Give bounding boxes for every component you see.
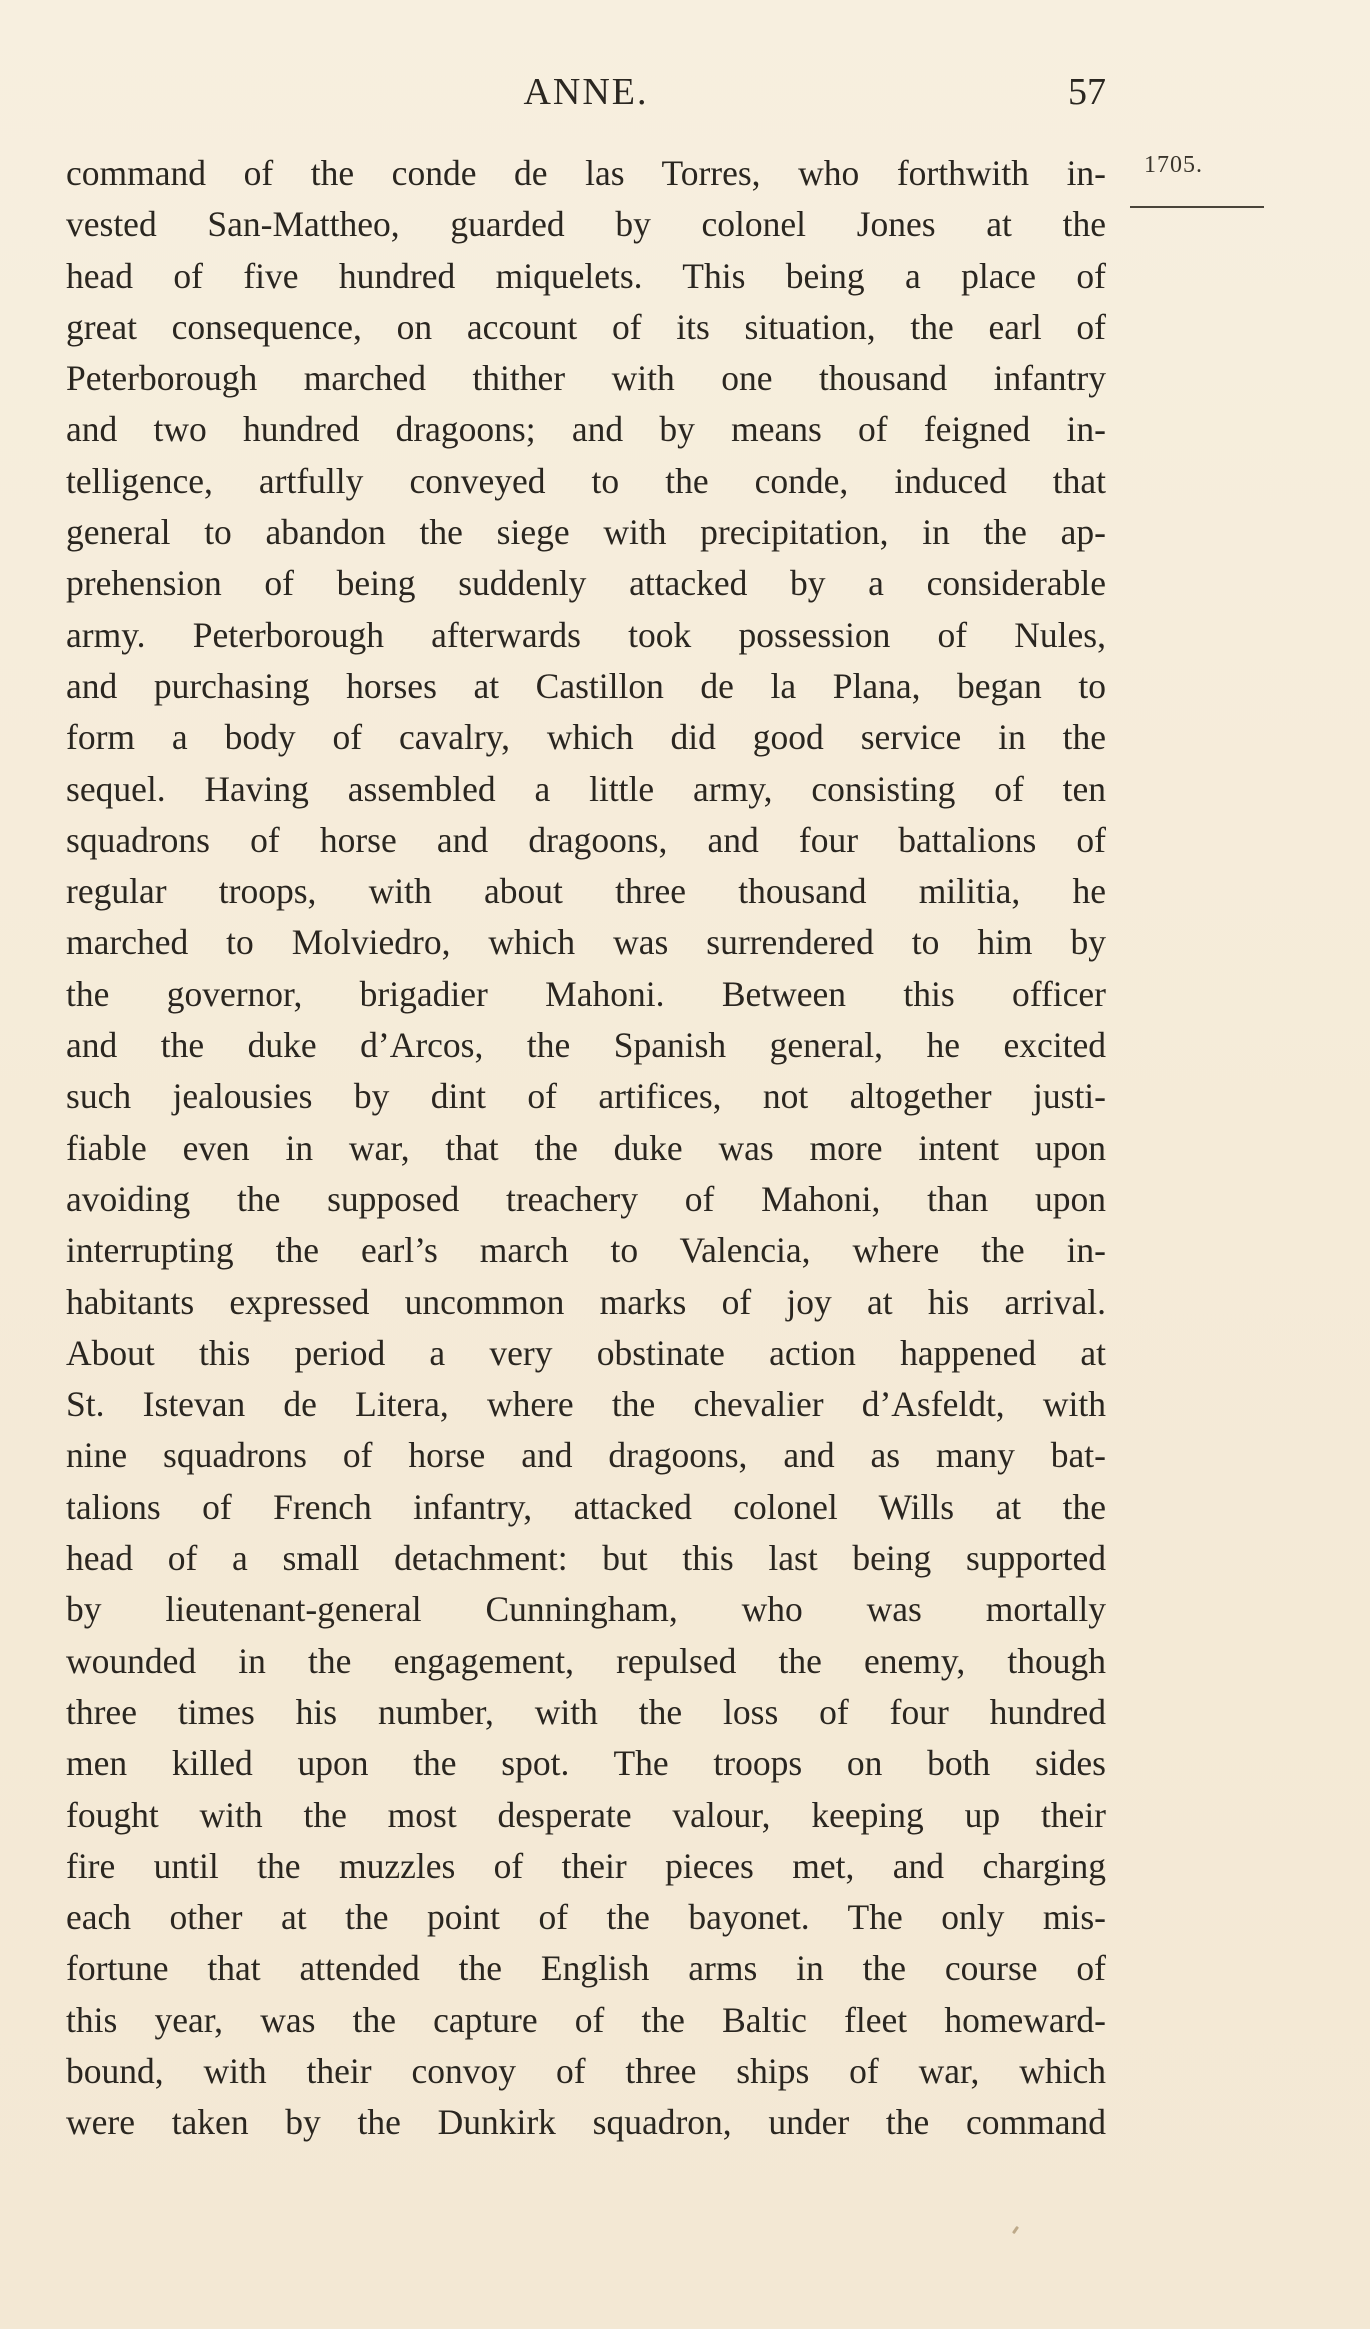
text-line: vested San-Mattheo, guarded by colonel Jones at the <box>66 204 1106 245</box>
text-line: great consequence, on account of its situation, the earl of <box>66 306 1106 347</box>
text-line: and two hundred dragoons; and by means of feigned in- <box>66 409 1106 450</box>
text-line: each other at the point of the bayonet. The only mis- <box>66 1897 1106 1938</box>
text-line: avoiding the supposed treachery of Mahoni, than upon <box>66 1178 1106 1219</box>
page-header <box>66 70 1106 126</box>
text-line: prehension of being suddenly attacked by a considerable <box>66 563 1106 604</box>
text-line: squadrons of horse and dragoons, and four battalions of <box>66 819 1106 860</box>
text-line: and purchasing horses at Castillon de la Plana, began to <box>66 665 1106 706</box>
text-line: marched to Molviedro, which was surrendered to him by <box>66 922 1106 963</box>
text-line: army. Peterborough afterwards took possession of Nules, <box>66 614 1106 655</box>
text-line: such jealousies by dint of artifices, not altogether justi- <box>66 1076 1106 1117</box>
text-line: three times his number, with the loss of four hundred <box>66 1691 1106 1732</box>
text-line: men killed upon the spot. The troops on both sides <box>66 1743 1106 1784</box>
text-line: regular troops, with about three thousand militia, he <box>66 871 1106 912</box>
text-line: were taken by the Dunkirk squadron, under the command <box>66 2102 1106 2143</box>
margin-year-note: 1705. <box>1144 152 1203 178</box>
text-line: wounded in the engagement, repulsed the enemy, though <box>66 1640 1106 1681</box>
text-line: bound, with their convoy of three ships of war, which <box>66 2050 1106 2091</box>
text-line: About this period a very obstinate action happened at <box>66 1332 1106 1373</box>
running-head: ANNE. <box>523 71 649 113</box>
margin-rule <box>1130 206 1264 208</box>
text-line: fought with the most desperate valour, keeping up their <box>66 1794 1106 1835</box>
text-line: form a body of cavalry, which did good service in the <box>66 717 1106 758</box>
text-line: interrupting the earl’s march to Valencia, where the in- <box>66 1230 1106 1271</box>
text-line: by lieutenant-general Cunningham, who was mortally <box>66 1589 1106 1630</box>
text-line: head of five hundred miquelets. This being a place of <box>66 255 1106 296</box>
text-line: habitants expressed uncommon marks of joy at his arrival. <box>66 1281 1106 1322</box>
text-line: head of a small detachment: but this last being supported <box>66 1538 1106 1579</box>
text-line: this year, was the capture of the Baltic fleet homeward- <box>66 1999 1106 2040</box>
text-line: sequel. Having assembled a little army, consisting of ten <box>66 768 1106 809</box>
text-line: Peterborough marched thither with one thousand infantry <box>66 358 1106 399</box>
text-line: and the duke d’Arcos, the Spanish general, he excited <box>66 1025 1106 1066</box>
text-line: fortune that attended the English arms in the course of <box>66 1948 1106 1989</box>
page-number: 57 <box>1068 71 1106 113</box>
paper-speck <box>1012 2226 1019 2234</box>
text-line: nine squadrons of horse and dragoons, and as many bat- <box>66 1435 1106 1476</box>
text-line: fiable even in war, that the duke was more intent upon <box>66 1127 1106 1168</box>
text-line: fire until the muzzles of their pieces met, and charging <box>66 1845 1106 1886</box>
text-line: talions of French infantry, attacked colonel Wills at the <box>66 1486 1106 1527</box>
text-line: the governor, brigadier Mahoni. Between this officer <box>66 973 1106 1014</box>
text-line: St. Istevan de Litera, where the chevalier d’Asfeldt, with <box>66 1384 1106 1425</box>
text-line: command of the conde de las Torres, who forthwith in- <box>66 153 1106 193</box>
body-text <box>66 148 1106 2149</box>
text-line: telligence, artfully conveyed to the conde, induced that <box>66 460 1106 501</box>
text-line: general to abandon the siege with precipitation, in the ap- <box>66 512 1106 553</box>
